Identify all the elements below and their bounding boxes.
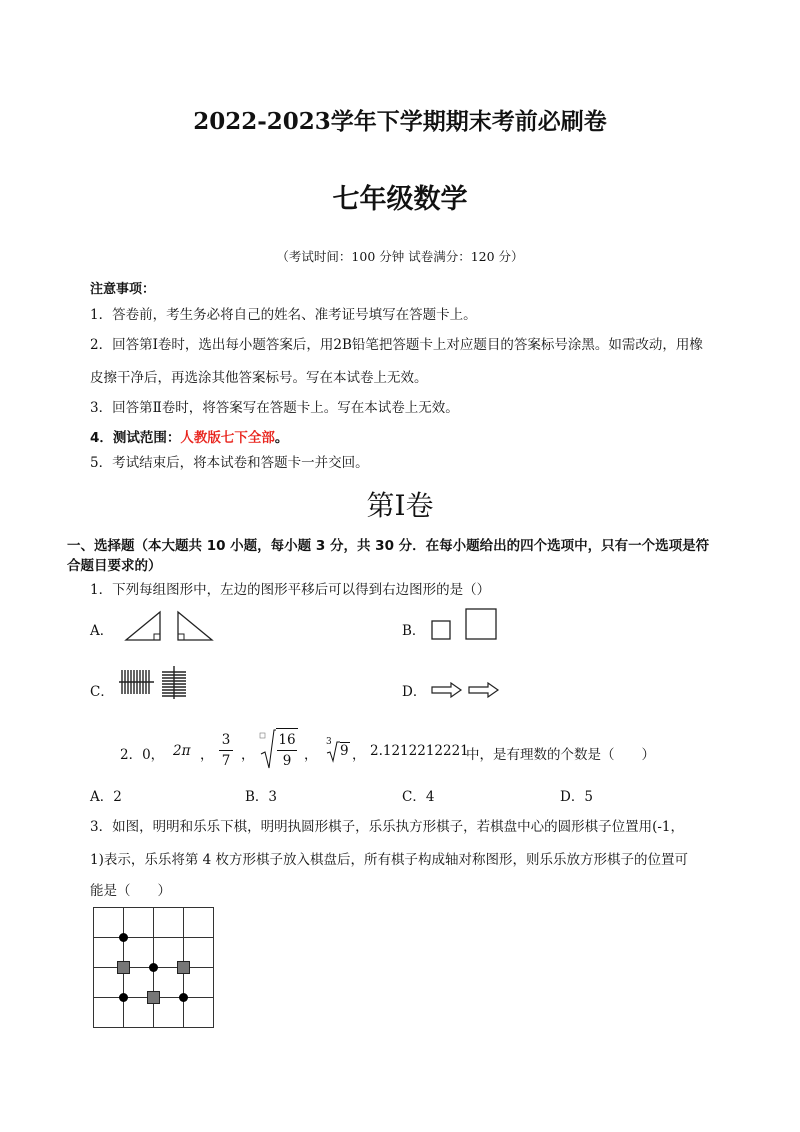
notice-item-2-cont: 皮擦干净后，再选涂其他答案标号。写在本试卷上无效。 (90, 370, 428, 386)
square-piece (178, 962, 190, 974)
q1-option-b-label: B． (402, 623, 426, 639)
round-piece (149, 963, 158, 972)
notice-item-1: 1．答卷前，考生务必将自己的姓名、准考证号填写在答题卡上。 (90, 307, 477, 323)
q1-option-c-label: C． (90, 684, 114, 700)
q3-line-2: 1)表示，乐乐将第 4 枚方形棋子放入棋盘后，所有棋子构成轴对称图形，则乐乐放方形棋子的位置可 (90, 852, 689, 868)
q2-fraction-denominator: 7 (221, 753, 231, 769)
section-heading (67, 536, 737, 576)
notice-item-3: 3．回答第Ⅱ卷时，将答案写在答题卡上。写在本试卷上无效。 (90, 400, 459, 416)
q1-option-d-label: D． (402, 684, 427, 700)
q2-choice-b: B．3 (245, 789, 278, 805)
square-piece (118, 962, 130, 974)
test-range: 人教版七下全部 (180, 430, 275, 446)
q1-option-a-label: A． (90, 623, 114, 639)
q1-option-a-figure (124, 610, 214, 642)
q3-line-1: 3．如图，明明和乐乐下棋，明明执圆形棋子，乐乐执方形棋子，若棋盘中心的圆形棋子位置用(-1， (90, 819, 685, 835)
notice-item-4 (90, 426, 288, 446)
sqrt-symbol (260, 728, 276, 772)
round-piece (179, 993, 188, 1002)
q2-suffix: 中，是有理数的个数是（ ） (466, 747, 655, 763)
q1-stem: 1．下列每组图形中，左边的图形平移后可以得到右边图形的是（） (90, 582, 491, 598)
q2-cbrt-radicand: 9 (340, 743, 349, 759)
notice-item-2: 2．回答第Ⅰ卷时，选出每小题答案后，用2B铅笔把答题卡上对应题目的答案标号涂黑。如需改动，用橡 (90, 337, 703, 353)
q1-option-d-figure (431, 682, 503, 698)
volume-title: 第Ⅰ卷 (366, 489, 434, 522)
q2-choice-d: D．5 (560, 789, 593, 805)
section-heading-line2: 合题目要求的） (67, 558, 162, 574)
q1-option-c-figure (118, 664, 190, 700)
exam-info: （考试时间：100 分钟 试卷满分：120 分） (276, 249, 524, 264)
q1-option-b-figure (430, 607, 500, 641)
q2-decimal: 2.1212212221 (370, 743, 469, 759)
q2-cbrt-index: 3 (326, 737, 332, 747)
notice-item-4-prefix: 4．测试范围： (90, 430, 181, 446)
round-piece (119, 933, 128, 942)
chessboard-diagram (93, 907, 215, 1029)
notice-heading: 注意事项： (90, 282, 156, 297)
q2-fraction-numerator: 3 (221, 732, 231, 748)
q2-stem: 2．0， 2π ， 3 7 ， 16 9 ， 3 9 ， 2.1212212221 中，是有理数的个数是（ ） (120, 732, 740, 772)
q2-pi-term: 2π (173, 743, 191, 759)
q2-choice-a: A．2 (90, 789, 122, 805)
cbrt-symbol (326, 741, 340, 763)
q2-sqrt-denominator: 9 (282, 753, 292, 769)
notice-item-4-suffix: 。 (274, 430, 289, 446)
exam-subtitle: 七年级数学 (332, 184, 468, 215)
exam-title: 2022-2023学年下学期期末考前必刷卷 (193, 108, 607, 135)
q2-choice-c: C．4 (402, 789, 435, 805)
round-piece (119, 993, 128, 1002)
q2-sqrt-numerator: 16 (278, 732, 296, 748)
square-piece (148, 992, 160, 1004)
notice-item-5: 5．考试结束后，将本试卷和答题卡一并交回。 (90, 455, 369, 471)
q3-line-3: 能是（ ） (90, 883, 171, 899)
section-heading-line1: 一、选择题（本大题共 10 小题，每小题 3 分，共 30 分．在每小题给出的四个选项中，只有一个选项是符 (67, 538, 710, 554)
q2-prefix: 2．0， (120, 747, 165, 763)
